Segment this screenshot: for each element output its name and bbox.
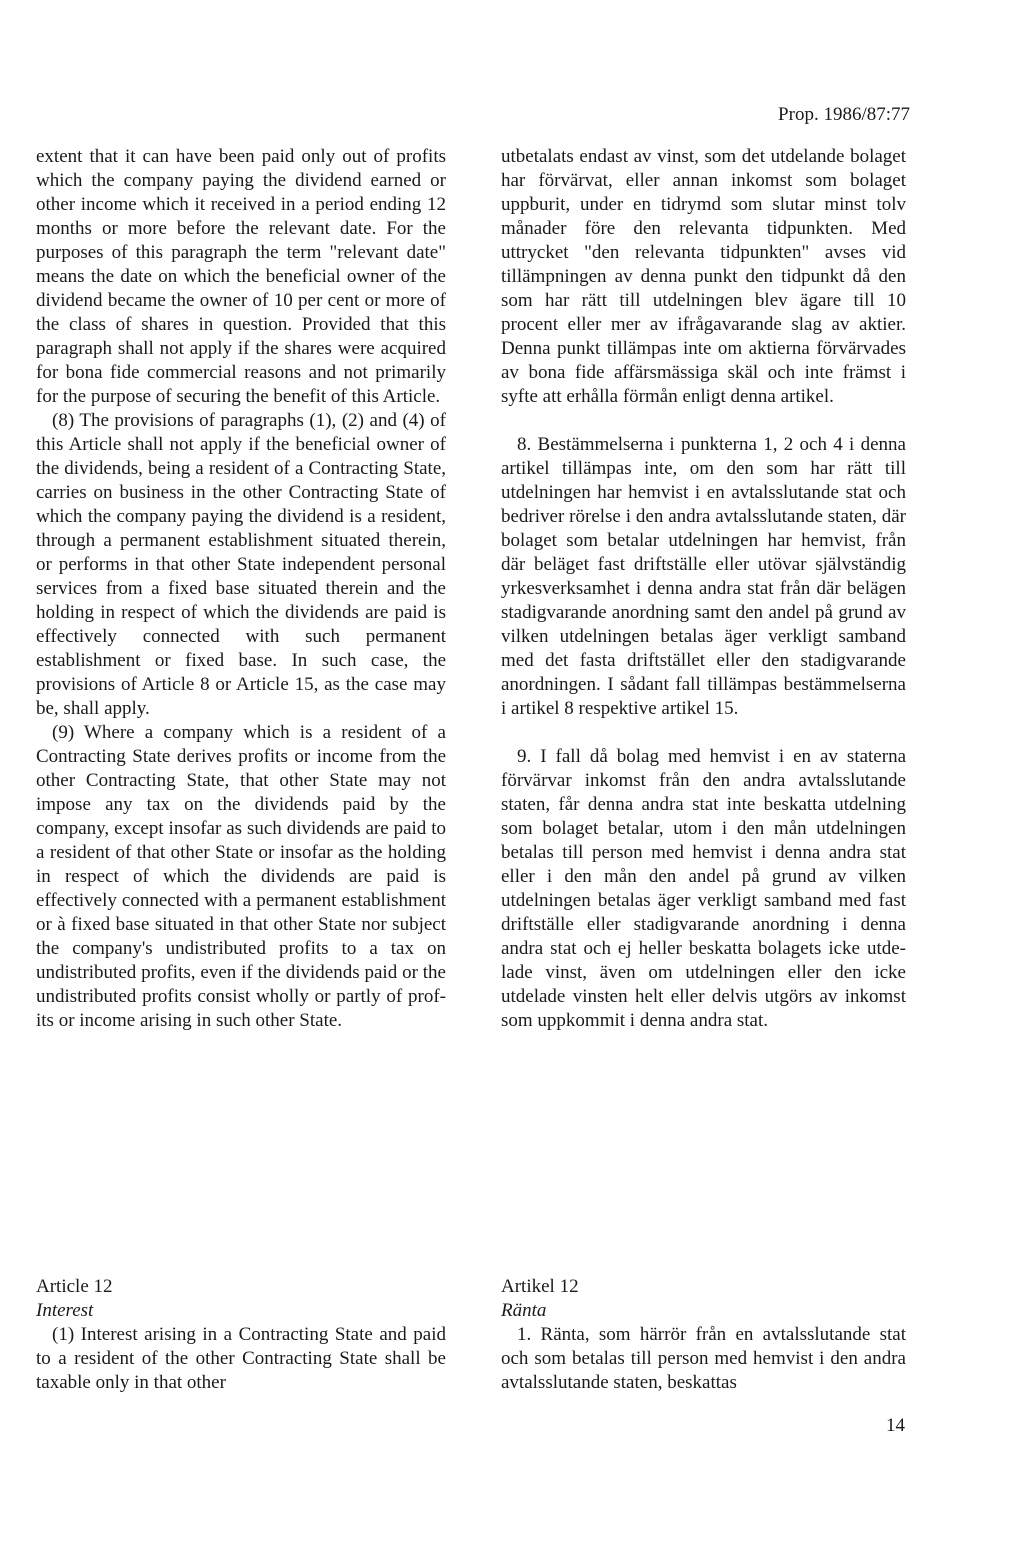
english-article-12 [36, 1275, 446, 1395]
swedish-paragraph-7-continued: utbetalats endast av vinst, som det utdelande bolaget har förvärvat, eller annan inkomst som bolaget uppburit, under en tidrymd som slutar minst tolv månader före den relevanta tidpunkten. Med uttrycket "den relevanta tidpunkten" avses vid tillämpningen av denna punkt den tidpunkt då den som har rätt till utdelningen blev ägare till 10 procent eller mer av ifrågavarande slag av aktier. Denna punkt tillämpas inte om aktierna förvärvades av bona fide affärsmässiga skäl och inte främst i syfte att erhålla förmån enligt denna artikel. [501, 146, 906, 407]
swedish-article-12-paragraph-1: 1. Ränta, som härrör från en avtalsslutande stat och som betalas till person med hemvist i den andra avtalsslutande staten, beskattas [501, 1324, 906, 1393]
swedish-paragraph-9: 9. I fall då bolag med hemvist i en av staterna förvärvar inkomst från den andra avtalsslutande staten, får denna andra stat inte beskatta utdelning som bolaget betalar, utom i den mån utdelningen betalas till person med hemvist i denna andra stat eller i den mån den andel på grund av vilken utdelningen betalas äger verkligt samband med fast driftställe eller stadigvarande anordning i denna andra stat och ej heller beskatta bolagets icke utdelade vinst, även om utdelningen eller den icke utdelade vinsten helt eller delvis utgörs av inkomst som uppkommit i denna andra stat. [501, 746, 906, 1031]
swedish-article-heading: Artikel 12 [501, 1276, 579, 1297]
english-paragraph-8: (8) The provisions of paragraphs (1), (2) and (4) of this Article shall not apply if the beneficial owner of the dividends, being a resident of a Contracting State, carries on business in the other Contracting State of which the company paying the dividend is a resident, through a permanent establishment situated therein, or performs in that other State independent personal services from a fixed base situated therein and the holding in respect of which the dividends are paid is effectively connected with such permanent establishment or fixed base. In such case, the provisions of Article 8 or Article 15, as the case may be, shall apply. [36, 410, 446, 719]
swedish-article-subheading: Ränta [501, 1300, 547, 1321]
english-paragraph-9: (9) Where a company which is a resident of a Contracting State derives profits or income from the other Contracting State, that other State may not impose any tax on the dividends paid by the company, except insofar as such dividends are paid to a resident of that other State or insofar as the holding in respect of which the dividends are paid is effectively connected with a permanent establishment or à fixed base situated in that other State nor subject the company's undistributed profits to a tax on undistributed profits, even if the dividends paid or the undistributed profits consist wholly or partly of profits or income arising in such other State. [36, 722, 446, 1031]
page-number: 14 [886, 1415, 905, 1436]
english-paragraph-7-continued: extent that it can have been paid only out of profits which the company paying the dividend earned or other income which it received in a period ending 12 months or more before the relevant date. For the purposes of this paragraph the term "relevant date" means the date on which the beneficial owner of the dividend became the owner of 10 per cent or more of the class of shares in question. Provided that this paragraph shall not apply if the shares were acquired for bona fide commercial reasons and not primarily for the purpose of securing the benefit of this Article. [36, 146, 446, 407]
document-reference: Prop. 1986/87:77 [778, 104, 910, 125]
english-article-12-paragraph-1: (1) Interest arising in a Contracting State and paid to a resident of the other Contracting State shall be taxable only in that other [36, 1324, 446, 1393]
swedish-column [501, 145, 906, 1033]
swedish-article-12 [501, 1275, 906, 1395]
english-column [36, 145, 446, 1033]
english-article-heading: Article 12 [36, 1276, 113, 1297]
swedish-paragraph-8: 8. Bestämmelserna i punkterna 1, 2 och 4 i denna artikel tillämpas inte, om den som har rätt till utdelningen har hemvist i en avtalsslutande stat och bedriver rörelse i den andra avtalsslutande staten, där bolaget som betalar utdelningen har hemvist, från där beläget fast driftställe eller utövar självständig yrkesverksamhet i denna andra stat från där belägen stadigvarande anordning samt den andel på grund av vilken utdelningen betalas äger verkligt samband med det fasta driftstället eller den stadigvarande anordningen. I sådant fall tillämpas bestämmelserna i artikel 8 respektive artikel 15. [501, 434, 906, 719]
english-article-subheading: Interest [36, 1300, 94, 1321]
